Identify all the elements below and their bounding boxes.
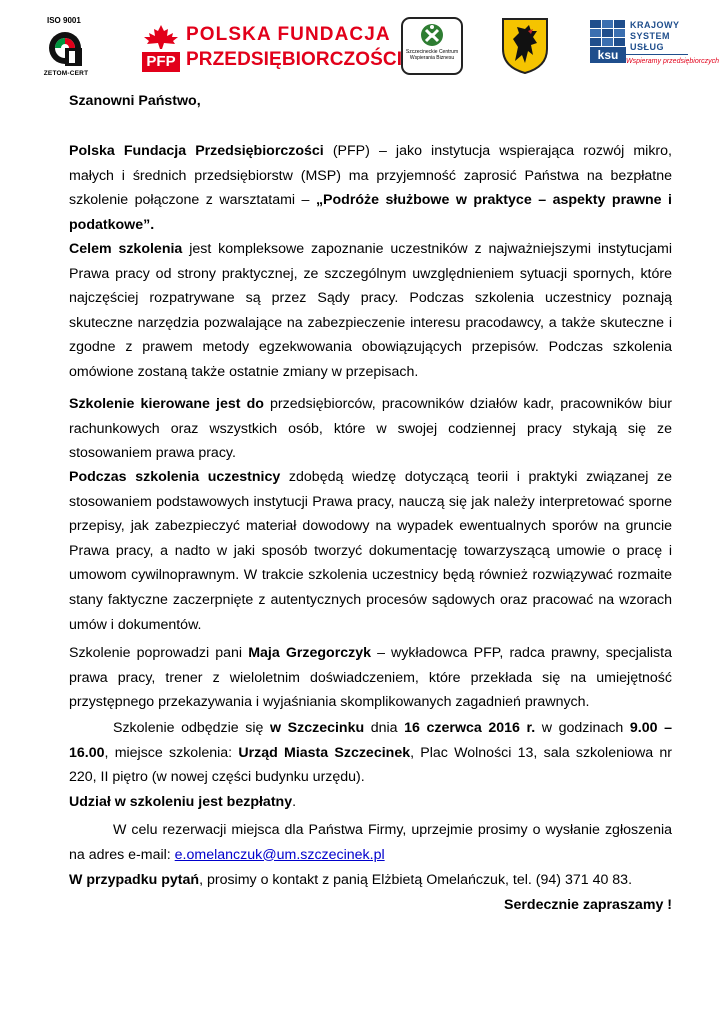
details-hours: 9.00 – 16.00 xyxy=(69,720,673,761)
paragraph-intro xyxy=(69,139,672,237)
maple-leaf-icon xyxy=(142,24,180,50)
email-link[interactable]: e.omelanczuk@um.szczecinek.pl xyxy=(174,846,385,863)
details-text1: Szkolenie odbędzie się xyxy=(113,720,271,736)
ksu-line3: USŁUG xyxy=(630,42,664,52)
paragraph-contact xyxy=(69,868,672,893)
scwb-emblem-icon xyxy=(420,22,444,48)
intro-text: (PFP) – jako instytucja wspierająca rozwój mikro, małych i średnich przedsiębiorstw (MSP) ma przyjemność zaprosić Państwa na bezpłatne szkolenie połączone z warsztatami – xyxy=(69,143,672,209)
audience-text: przedsiębiorców, pracowników działów kadr, pracowników biur rachunkowych oraz wszystkich osób, które w swojej codziennej pracy stykają się ze stosowaniem prawa pracy. xyxy=(69,396,672,462)
organization-name: Polska Fundacja Przedsiębiorczości xyxy=(69,143,324,159)
greeting-text: Szanowni Państwo, xyxy=(69,93,201,109)
details-text2: dnia xyxy=(364,720,405,736)
free-text: Udział w szkoleniu jest bezpłatny xyxy=(69,794,293,810)
ksu-logo xyxy=(590,20,719,76)
trainer-text1: Szkolenie poprowadzi pani xyxy=(69,645,249,661)
closing xyxy=(69,893,672,918)
program-lead: Podczas szkolenia uczestnicy xyxy=(69,469,281,485)
free-dot: . xyxy=(292,794,297,810)
pfp-abbreviation: PFP xyxy=(142,52,180,72)
contact-lead: W przypadku pytań xyxy=(69,872,200,888)
details-venue: Urząd Miasta Szczecinek xyxy=(238,744,411,761)
ksu-slogan: Wspieramy przedsiębiorczych xyxy=(626,58,719,65)
iso-label: ISO 9001 xyxy=(47,16,81,25)
training-title: „Podróże służbowe w praktyce – aspekty prawne i podatkowe”. xyxy=(69,192,672,233)
goal-text: jest kompleksowe zapoznanie uczestników z najważniejszymi instytucjami Prawa pracy od strony praktycznej, ze szczególnym uwzględnieniem sytuacji spornych, które najczęściej rozpatrywane są przez Sądy pracy. Podczas szkolenia uczestnicy poznają skuteczne narzędzia pozwalające na zabezpieczenie interesu pracodawcy, a także skuteczne i zgodne z prawem metody egzekwowania obowiązujących przepisów. Podczas szkolenia omówione zostaną także ostatnie zmiany w przepisach. xyxy=(69,241,672,380)
contact-text: , prosimy o kontakt z panią Elżbietą Omelańczuk, tel. (94) 371 40 83. xyxy=(199,872,633,888)
pfp-name-line1: POLSKA FUNDACJA xyxy=(186,24,391,45)
ksu-abbreviation: ksu xyxy=(590,47,626,63)
paragraph-audience xyxy=(69,392,672,466)
iso-cert-label: ZETOM-CERT xyxy=(43,70,89,77)
audience-lead: Szkolenie kierowane jest do xyxy=(69,396,264,412)
ksu-divider xyxy=(626,54,688,55)
details-text3: w godzinach xyxy=(535,720,630,736)
paragraph-trainer xyxy=(69,641,672,715)
ksu-line1: KRAJOWY xyxy=(630,20,680,30)
scwb-logo xyxy=(401,17,463,75)
details-date: 16 czerwca 2016 r. xyxy=(404,720,536,736)
trainer-name: Maja Grzegorczyk xyxy=(248,645,371,661)
paragraph-goal xyxy=(69,237,672,385)
greeting xyxy=(69,89,672,114)
scwb-name: Szczecineckie Centrum Wspierania Biznesu xyxy=(405,49,459,61)
paragraph-registration xyxy=(69,818,672,867)
griffin-crest-icon xyxy=(501,17,549,75)
paragraph-free xyxy=(69,790,672,815)
details-text4: , miejsce szkolenia: xyxy=(104,744,239,761)
details-text5: , Plac Wolności 13, sala szkoleniowa nr 220, II piętro (w nowej części budynku urzędu). xyxy=(69,744,673,786)
program-text: zdobędą wiedzę dotyczącą teorii i praktyki związanej ze stosowaniem podstawowych instytucji Prawa pracy, nauczą się jak należy interpretować sporne przepisy, jak zabezpieczyć materiał dowodowy na wypadek ewentualnych sporów na gruncie Prawa pracy, a nadto w jaki sposób tworzyć dokumentację towarzyszącą umowie o pracę i umowom cywilnoprawnym. W trakcie szkolenia uczestnicy będą również rozwiązywać rozmaite stany faktyczne zaczerpnięte z autentycznych procesów sądowych oraz pracować na wzorach umów i dokumentów. xyxy=(69,469,672,633)
registration-text: W celu rezerwacji miejsca dla Państwa Firmy, uprzejmie prosimy o wysłanie zgłoszenia na adres e-mail: xyxy=(69,822,672,863)
paragraph-details xyxy=(69,716,672,790)
ksu-line2: SYSTEM xyxy=(630,31,671,41)
paragraph-program xyxy=(69,465,672,637)
coat-of-arms-logo xyxy=(501,17,549,75)
goal-lead: Celem szkolenia xyxy=(69,241,183,257)
ksu-grid-icon xyxy=(590,20,626,47)
pfp-logo xyxy=(142,24,403,74)
iso-mark-icon xyxy=(48,27,84,69)
details-place: w Szczecinku xyxy=(270,720,365,736)
iso-logo xyxy=(40,16,90,78)
closing-text: Serdecznie zapraszamy ! xyxy=(504,897,672,913)
trainer-text2: – wykładowca PFP, radca prawny, specjalista prawa pracy, trener z wieloletnim doświadczeniem, które przekłada się na umiejętność przystępnego przekazywania i wyjaśniania skomplikowanych zagadnień prawnych. xyxy=(69,645,672,711)
pfp-name-line2: PRZEDSIĘBIORCZOŚCI xyxy=(186,49,403,70)
